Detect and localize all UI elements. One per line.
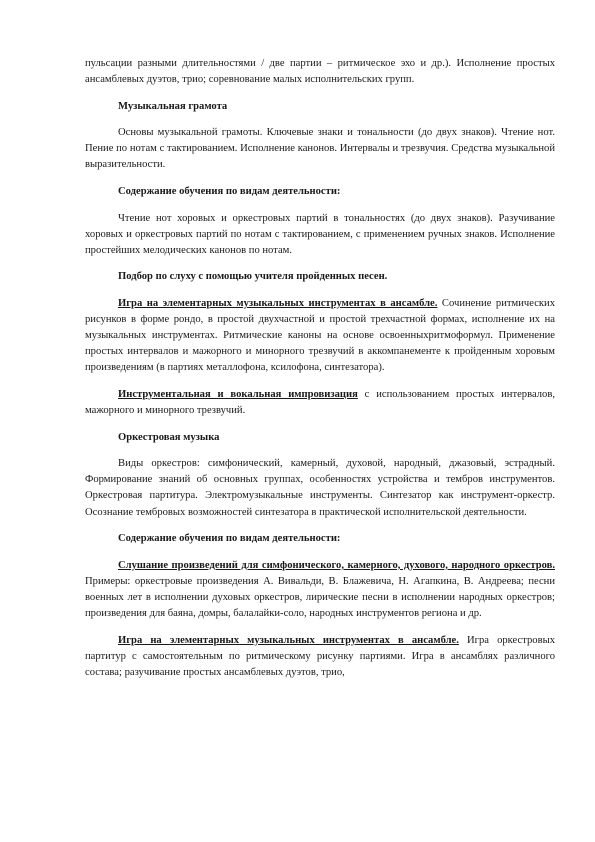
heading-ear-selection-text: Подбор по слуху с помощью учителя пройденных песен.: [118, 271, 388, 283]
heading-music-literacy: [85, 99, 555, 115]
paragraph-rhythm-ensembles: пульсации разными длительностями / две партии – ритмическое эхо и др.). Исполнение простых ансамблевых дуэтов, трио; соревнование малых исполнительских групп.: [85, 58, 555, 86]
heading-music-literacy-text: Музыкальная грамота: [118, 100, 228, 112]
paragraph-instrument-ensemble-lead: Игра на элементарных музыкальных инструментах в ансамбле.: [118, 298, 438, 310]
document-page: [85, 56, 555, 691]
heading-ear-selection: [85, 269, 555, 285]
paragraph-listening: [85, 558, 555, 622]
heading-content-activities-1-text: Содержание обучения по видам деятельности:: [118, 186, 341, 198]
paragraph-ensemble-playing-body: Игра оркестровых партитур с самостоятельным по ритмическому рисунку партиями. Игра в ансамблях различного состава; разучивание простых ансамблевых дуэтов, трио,: [85, 634, 555, 678]
paragraph-improvisation-body: с использованием простых интервалов, мажорного и минорного трезвучий.: [85, 389, 555, 417]
paragraph-music-literacy: Основы музыкальной грамоты. Ключевые знаки и тональности (до двух знаков). Чтение нот. Пение по нотам с тактированием. Исполнение канонов. Интервалы и трезвучия. Средства музыкальной выразительности.: [85, 127, 555, 171]
heading-content-activities-1: [85, 184, 555, 200]
paragraph-ensemble-playing-lead: Игра на элементарных музыкальных инструментах в ансамбле.: [118, 634, 459, 646]
heading-orchestral-music: [85, 430, 555, 446]
heading-orchestral-music-text: Оркестровая музыка: [118, 431, 220, 443]
paragraph-instrument-ensemble: [85, 296, 555, 376]
paragraph-improvisation-lead: Инструментальная и вокальная импровизация: [118, 389, 358, 400]
paragraph-listening-body: Примеры: оркестровые произведения А. Вивальди, В. Блажевича, Н. Агапкина, В. Андреева; песни военных лет в исполнении духовых оркестров, лирические песни в исполнении народных оркестров; произведения для баяна, домры, балалайки-соло, народных инструментов региона и др.: [85, 575, 555, 620]
paragraph-instrument-ensemble-body: Сочинение ритмических рисунков в форме рондо, в простой двухчастной и простой трехчастной формах, исполнение их на музыкальных инструментах. Ритмические каноны на основе освоенныхритмоформул. Применение простых интервалов и мажорного и минорного трезвучий в аккомпанементе к пройденным хоровым произведениям (в партиях металлофона, ксилофона, синтезатора).: [85, 298, 556, 374]
paragraph-ensemble-playing: [85, 633, 555, 681]
paragraph-note-reading: Чтение нот хоровых и оркестровых партий в тональностях (до двух знаков). Разучивание хоровых и оркестровых партий по нотам с тактированием, с применением ручных знаков. Исполнение простейших мелодических канонов по нотам.: [85, 212, 555, 256]
paragraph-improvisation: [85, 387, 555, 419]
heading-content-activities-2: [85, 531, 555, 547]
heading-content-activities-2-text: Содержание обучения по видам деятельности:: [118, 533, 341, 545]
paragraph-orchestra-types: Виды оркестров: симфонический, камерный, духовой, народный, джазовый, эстрадный. Формирование знаний об основных группах, особенностях устройства и тембров инструментов. Оркестровая партитура. Электромузыкальные инструменты. Синтезатор как инструмент-оркестр. Осознание тембровых возможностей синтезатора в практической исполнительской деятельности.: [85, 458, 555, 518]
paragraph-listening-lead: Слушание произведений для симфонического, камерного, духового, народного оркестров.: [118, 559, 555, 571]
